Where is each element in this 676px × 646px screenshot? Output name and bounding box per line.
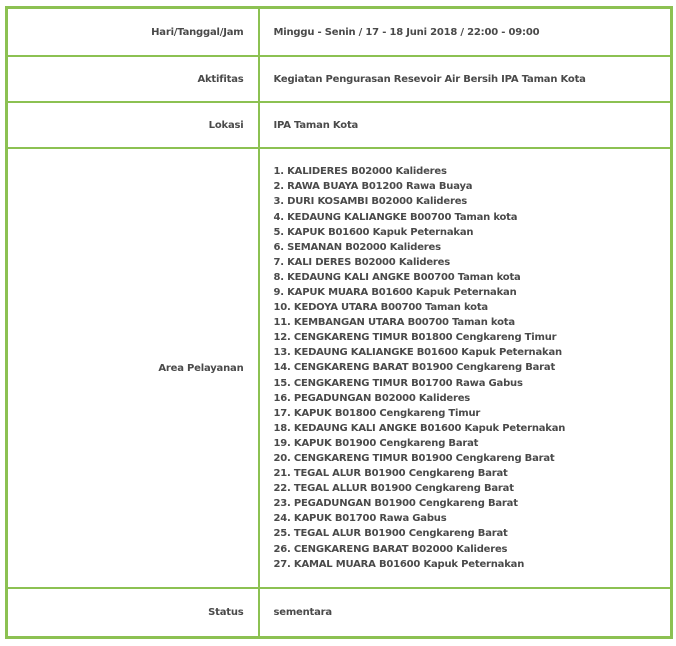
service-area-item: 12. CENGKARENG TIMUR B01800 Cengkareng Timur [273, 332, 557, 344]
service-area-item: 17. KAPUK B01800 Cengkareng Timur [273, 407, 481, 419]
service-area-item: 13. KEDAUNG KALIANGKE B01600 Kapuk Peternakan [273, 347, 562, 359]
service-area-item: 20. CENGKARENG TIMUR B01900 Cengkareng Barat [273, 453, 555, 465]
service-area-item: 25. TEGAL ALUR B01900 Cengkareng Barat [273, 528, 508, 540]
service-area-item: 5. KAPUK B01600 Kapuk Peternakan [273, 226, 474, 238]
service-area-item: 2. RAWA BUAYA B01200 Rawa Buaya [273, 181, 473, 193]
activity-label: Aktifitas [7, 56, 259, 102]
row-status [7, 588, 672, 638]
service-area-label: Area Pelayanan [7, 148, 259, 588]
date-label: Hari/Tanggal/Jam [7, 8, 259, 57]
row-service-area [7, 148, 672, 588]
service-area-item: 6. SEMANAN B02000 Kalideres [273, 241, 441, 253]
row-location [7, 102, 672, 148]
service-area-item: 21. TEGAL ALUR B01900 Cengkareng Barat [273, 468, 508, 480]
service-area-item: 19. KAPUK B01900 Cengkareng Barat [273, 437, 479, 449]
status-value: sementara [259, 588, 672, 638]
service-area-item: 14. CENGKARENG BARAT B01900 Cengkareng Barat [273, 362, 556, 374]
service-area-item: 10. KEDOYA UTARA B00700 Taman kota [273, 302, 488, 314]
service-area-item: 23. PEGADUNGAN B01900 Cengkareng Barat [273, 498, 518, 510]
location-value: IPA Taman Kota [259, 102, 672, 148]
service-area-item: 7. KALI DERES B02000 Kalideres [273, 256, 451, 268]
service-area-item: 11. KEMBANGAN UTARA B00700 Taman kota [273, 317, 515, 329]
service-area-item: 24. KAPUK B01700 Rawa Gabus [273, 513, 447, 525]
service-area-item: 16. PEGADUNGAN B02000 Kalideres [273, 392, 471, 404]
service-area-item: 22. TEGAL ALLUR B01900 Cengkareng Barat [273, 483, 514, 495]
row-date [7, 8, 672, 57]
service-area-item: 3. DURI KOSAMBI B02000 Kalideres [273, 196, 468, 208]
service-area-list [274, 164, 671, 572]
service-area-item: 15. CENGKARENG TIMUR B01700 Rawa Gabus [273, 377, 523, 389]
service-area-item: 9. KAPUK MUARA B01600 Kapuk Peternakan [273, 286, 517, 298]
service-area-item: 8. KEDAUNG KALI ANGKE B00700 Taman kota [273, 271, 521, 283]
location-label: Lokasi [7, 102, 259, 148]
date-value: Minggu - Senin / 17 - 18 Juni 2018 / 22:00 - 09:00 [259, 8, 672, 57]
disruption-info-table [5, 6, 673, 639]
service-area-item: 27. KAMAL MUARA B01600 Kapuk Peternakan [273, 558, 525, 570]
service-area-item: 26. CENGKARENG BARAT B02000 Kalideres [273, 543, 508, 555]
service-area-item: 4. KEDAUNG KALIANGKE B00700 Taman kota [273, 211, 518, 223]
service-area-value [259, 148, 672, 588]
service-area-item: 18. KEDAUNG KALI ANGKE B01600 Kapuk Peternakan [273, 422, 566, 434]
status-label: Status [7, 588, 259, 638]
row-activity [7, 56, 672, 102]
service-area-item: 1. KALIDERES B02000 Kalideres [273, 166, 447, 178]
activity-value: Kegiatan Pengurasan Resevoir Air Bersih IPA Taman Kota [259, 56, 672, 102]
